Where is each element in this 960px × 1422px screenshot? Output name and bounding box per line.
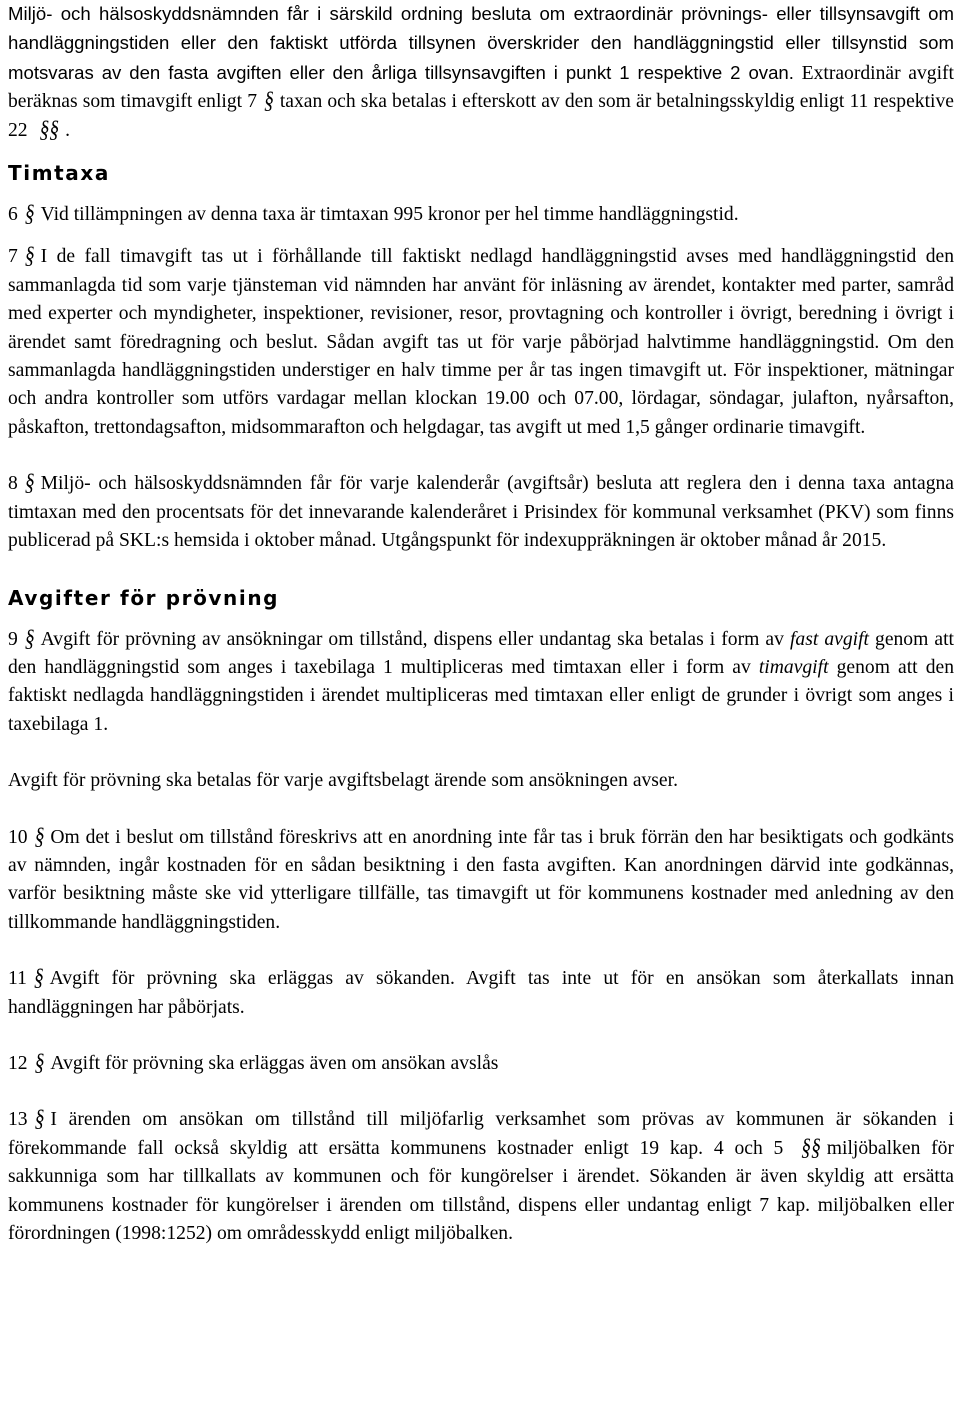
section-sign: § [24, 470, 35, 497]
period: . [65, 119, 70, 141]
italic-term-fast-avgift: fast avgift [789, 628, 869, 650]
section-sign: § [24, 201, 35, 228]
section-number: 8 [8, 473, 18, 495]
paragraph-text: Avgift för prövning ska erläggas av sökanden. Avgift tas inte ut för en ansökan som återkallats innan handläggningen har påbörjats. [8, 968, 954, 1018]
paragraph-text: Om det i beslut om tillstånd föreskrivs att en anordning inte får tas i bruk förrän den har besiktigats och godkänts av nämnden, ingår kostnaden för en sådan besiktning i den fasta avgiften. Kan anordningen därvid inte godkännas, varför besiktning måste ske vid ytterligare tillfälle, tas timavgift ut för kommunens kostnader med anledning av den tillkommande handläggningstiden. [8, 826, 954, 933]
paragraph-13 [8, 1106, 954, 1248]
paragraph-text-lead: Extraordinär avgift beräknas som timavgift enligt [8, 62, 954, 113]
paragraph-7 [8, 243, 954, 442]
section-sign: § [34, 823, 45, 850]
paragraph-9 [8, 626, 954, 740]
paragraph-text: Avgift för prövning av ansökningar om tillstånd, dispens eller undantag ska betalas i form av [40, 628, 784, 650]
italic-term-timavgift: timavgift [758, 656, 829, 678]
section-number: 9 [8, 628, 18, 650]
paragraph-text: genom att den faktiskt nedlagda handläggningstiden i ärendet multipliceras med timtaxan eller enligt de grunder i övrigt som anges i taxebilaga 1. [8, 656, 954, 735]
section-number: 12 [8, 1052, 28, 1074]
paragraph-10 [8, 824, 954, 938]
paragraph-text: I de fall timavgift tas ut i förhållande till faktiskt nedlagd handläggningstid avses med handläggningstid den sammanlagda tid som varje tjänsteman vid nämnden har använt för inläsning av ärendet, kontakter med parter, samråd med experter och myndigheter, inspektioner, revisioner, resor, provtagning och kontroller i övrigt, beredning i övrigt i ärendet samt föredragning och beslut. Sådan avgift tas ut för varje påbörjad halvtimme handläggningstid. Om den sammanlagda handläggningstiden understiger en halv timme per år tas ingen timavgift ut. För inspektioner, mätningar och andra kontroller som utförs vardagar mellan klockan 19.00 och 07.00, lördagar, söndagar, julafton, nyårsafton, påskafton, trettondagsafton, midsommarafton och helgdagar, tas avgift ut med 1,5 gånger ordinarie timavgift. [8, 246, 954, 438]
paragraph-text: miljöbalken för sakkunniga som har tillkallats av kommunen och för kungörelser i ärendet. Sökanden är även skyldig att ersätta kommunens kostnader för kungörelser i ärenden om tillstånd, dispens eller undantag enligt 7 kap. miljöbalken eller förordningen (1998:1252) om områdesskydd enligt miljöbalken. [8, 1137, 955, 1244]
section-sign: § [34, 1050, 45, 1077]
paragraph-text: Avgift för prövning ska erläggas även om ansökan avslås [50, 1052, 499, 1074]
paragraph-text: Miljö- och hälsoskyddsnämnden får för varje kalenderår (avgiftsår) besluta att reglera den i denna taxa antagna timtaxan med den procentsats för det innevarande kalenderåret i Prisindex för kommunal verksamhet (PKV) som finns publicerad på SKL:s hemsida i oktober månad. Utgångspunkt för indexuppräkningen är oktober månad år 2015. [8, 473, 954, 552]
paragraph-9-continued: Avgift för prövning ska betalas för varje avgiftsbelagt ärende som ansökningen avser. [8, 770, 678, 792]
section-sign-double: §§ [39, 116, 60, 144]
heading-timtaxa: Timtaxa [8, 161, 110, 186]
section-number: 10 [8, 826, 28, 848]
paragraph-12 [8, 1050, 954, 1078]
paragraph-8 [8, 470, 954, 555]
section-sign: § [24, 625, 35, 652]
paragraph-text: Miljö- och hälsoskyddsnämnden får i särskild ordning besluta om extraordinär prövnings- eller tillsynsavgift om handläggningstiden eller den faktiskt utförda tillsynen överskrider den handläggningstid eller tillsynstid som motsvaras av den fasta avgiften eller den årliga tillsynsavgiften i punkt 1 respektive 2 ovan. [8, 3, 954, 83]
paragraph-11 [8, 965, 954, 1022]
paragraph-text-cont: taxan och ska betalas i efterskott av den som är betalningsskyldig enligt 11 respektive 22 [8, 91, 954, 141]
section-number: 11 [8, 968, 27, 990]
document-page [8, 0, 954, 1248]
paragraph-text: genom att den handläggningstid som anges i taxebilaga 1 multipliceras med timtaxan eller i form av [8, 628, 954, 678]
section-sign: § [33, 965, 44, 992]
section-sign: § [34, 1106, 45, 1133]
section-number: 13 [8, 1109, 28, 1131]
section-sign: § [24, 243, 35, 270]
section-sign: § [264, 88, 274, 115]
paragraph-6 [8, 201, 954, 229]
section-number: 7 [247, 91, 258, 113]
paragraph-text: I ärenden om ansökan om tillstånd till miljöfarlig verksamhet som prövas av kommunen är sökanden i förekommande fall också skyldig att ersätta kommunens kostnader enligt 19 kap. 4 och 5 [8, 1109, 954, 1159]
paragraph-extraordinary-fee [8, 0, 954, 145]
heading-avgifter-for-provning: Avgifter för prövning [8, 585, 280, 610]
paragraph-text: Vid tillämpningen av denna taxa är timtaxan 995 kronor per hel timme handläggningstid. [40, 204, 739, 226]
section-number: 6 [8, 204, 18, 226]
section-number: 7 [8, 246, 18, 268]
section-sign-double: §§ [801, 1134, 821, 1162]
